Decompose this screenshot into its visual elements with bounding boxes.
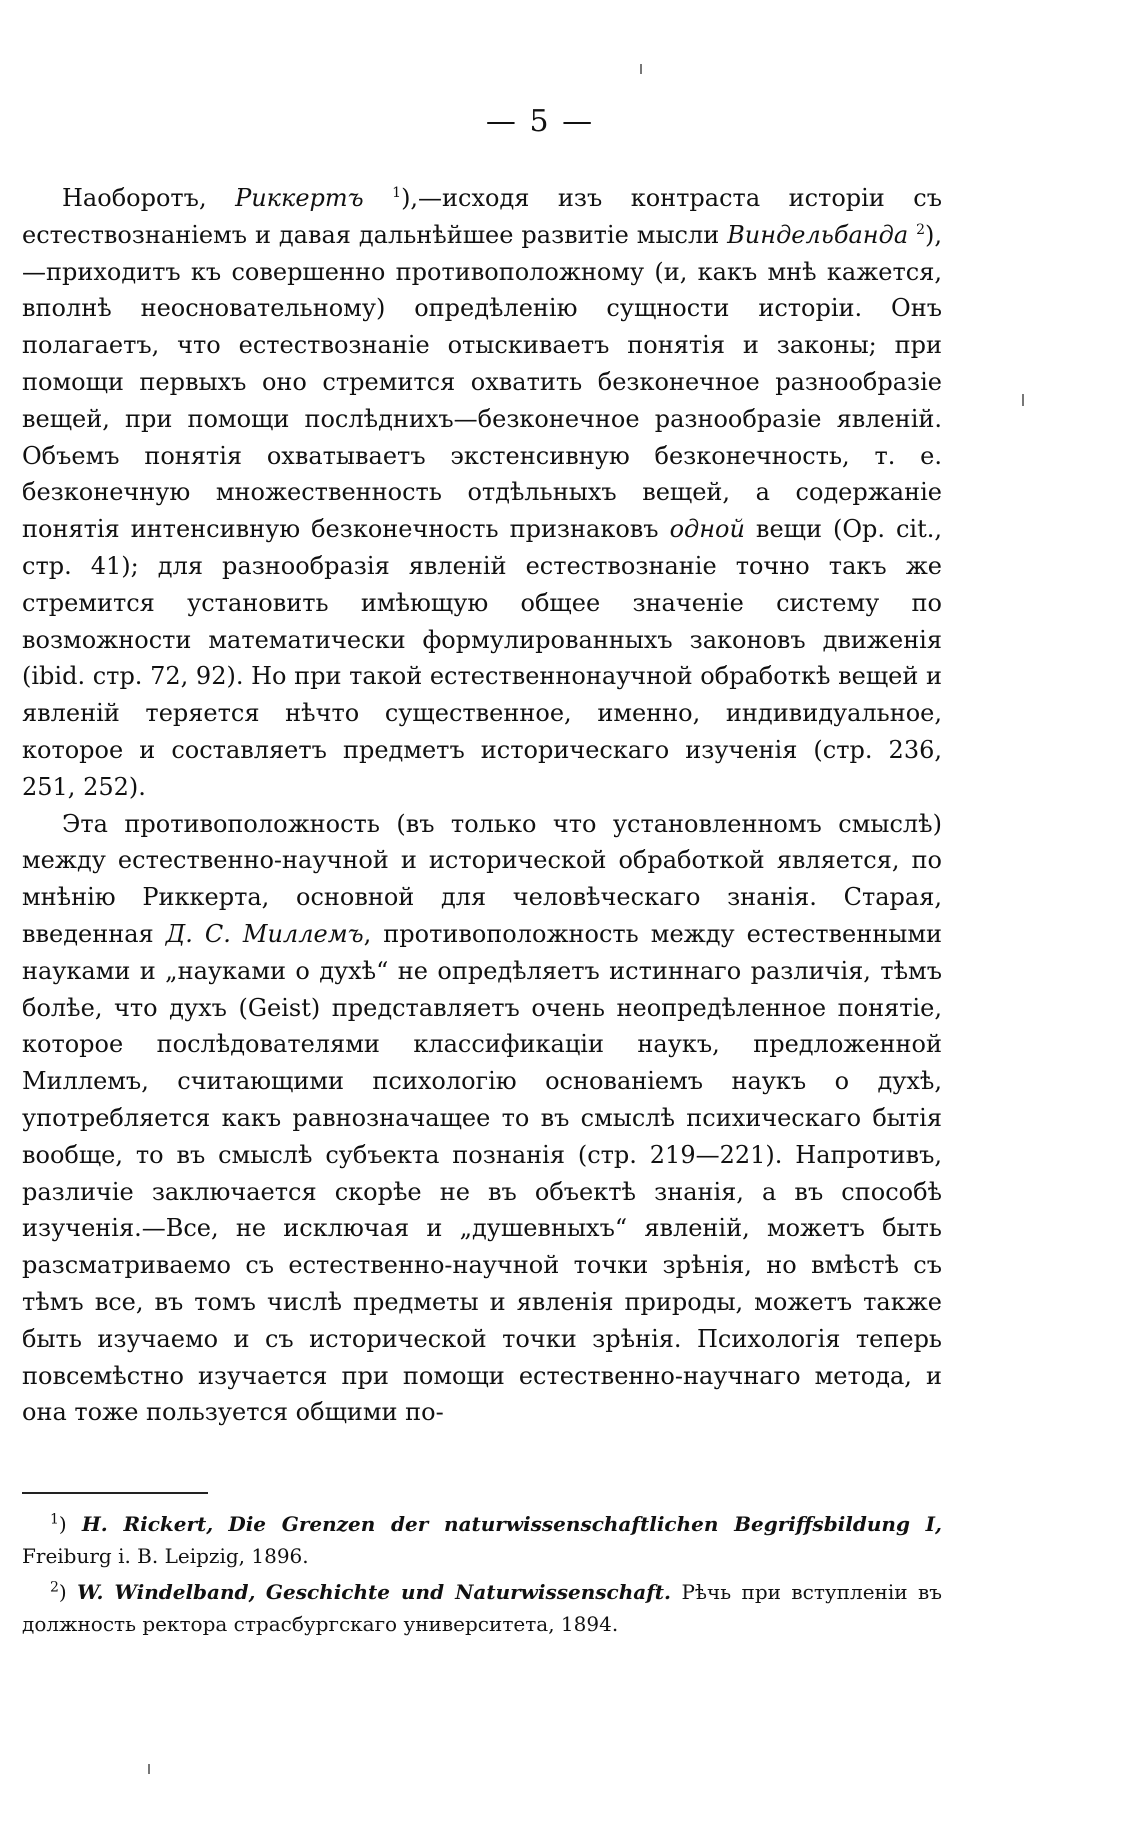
scan-speck (640, 64, 642, 74)
paragraph-1 (22, 180, 942, 806)
p1-name-rickert: Риккертъ (235, 184, 364, 212)
footnote-1-title: Die Grenzen der naturwissenschaftlichen Begriffsbildung I, (228, 1512, 942, 1536)
p1-text-1: Наоборотъ, (62, 184, 236, 212)
p1-text-3: ),—приходитъ къ совершенно противоположному (и, какъ мнѣ кажется, вполнѣ неосновательному) опредѣленію сущности исторіи. Онъ полагаетъ, что естествознаніе отыскиваетъ понятія и законы; при помощи первыхъ оно стремится охватить безконечное разнообразіе вещей, при помощи послѣднихъ—безконечное разнообразіе явленій. Объемъ понятія охватываетъ экстенсивную безконечность, т. е. безконечную множественность отдѣльныхъ вещей, а содержаніе понятія интенсивную безконечность признаковъ (22, 220, 942, 544)
p2-name-mill: Д. С. Миллемъ (165, 919, 364, 948)
footnote-2-author: W. Windelband, (77, 1580, 256, 1604)
footnote-1-author: H. Rickert, (81, 1512, 214, 1536)
footnote-1-rest: Freiburg i. B. Leipzig, 1896. (22, 1544, 309, 1568)
paragraph-2 (22, 806, 942, 1432)
footnote-ref-1: 1 (392, 185, 402, 201)
footnote-divider (22, 1492, 208, 1494)
footnotes (22, 1508, 942, 1644)
scan-speck (148, 1764, 150, 1774)
p1-name-windelband: Виндельбанда (727, 220, 909, 249)
footnote-1: $^1$) H. Rickert, Die Grenzen der naturwissenschaftlichen Begriffsbildung I, Freiburg i. B. Leipzig, 1896. (22, 1511, 942, 1568)
footnote-2: $^2$) W. Windelband, Geschichte und Naturwissenschaft. Рѣчь при вступленіи въ должность ректора страсбургскаго университета, 1894. (22, 1579, 943, 1636)
page-number: — 5 — (485, 104, 595, 139)
p1-text-2: ),—исходя изъ контраста исторіи съ естествознаніемъ и давая дальнѣйшее развитіе мысли (22, 184, 942, 249)
p2-text-2: , противоположность между естественными науками и „науками о духѣ“ не опредѣляетъ истиннаго различія, тѣмъ болѣе, что духъ (Geist) представляетъ очень неопредѣленное понятіе, которое послѣдователями классификаціи наукъ, предложенной Миллемъ, считающими психологію основаніемъ наукъ о духѣ, употребляется какъ равнозначащее то въ смыслѣ психическаго бытія вообще, то въ смыслѣ субъекта познанія (стр. 219—221). Напротивъ, различіе заключается скорѣе не въ объектѣ знанія, а въ способѣ изученія.—Все, не исключая и „душевныхъ“ явленій, можетъ быть разсматриваемо съ естественно-научной точки зрѣнія, но вмѣстѣ съ тѣмъ все, въ томъ числѣ предметы и явленія природы, можетъ также быть изучаемо и съ исторической точки зрѣнія. Психологія теперь повсемѣстно изучается при помощи естественно-научнаго метода, и она тоже пользуется общими по- (22, 919, 942, 1427)
p1-italic-one: одной (669, 515, 745, 544)
footnote-2-rest: Рѣчь при вступленіи въ должность ректора страсбургскаго университета, 1894. (22, 1580, 943, 1636)
p2-text-1: Эта противоположность (въ только что установленномъ смыслѣ) между естественно-научной и исторической обработкой является, по мнѣнію Риккерта, основной для человѣческаго знанія. Старая, введенная (22, 809, 942, 948)
footnote-2-title: Geschichte und Naturwissenschaft. (265, 1580, 672, 1604)
footnote-2-marker: 2 (50, 1579, 59, 1596)
footnote-1-marker: 1 (50, 1511, 59, 1528)
main-text (22, 180, 942, 1431)
scan-speck (1022, 394, 1024, 406)
p1-text-4: вещи (Op. cit., стр. 41); для разнообразія явленій естествознаніе точно такъ же стремится установить имѣющую общее значеніе систему по возможности математически формулированныхъ законовъ движенія (ibid. стр. 72, 92). Но при такой естественнонаучной обработкѣ вещей и явленій теряется нѣчто существенное, именно, индивидуальное, которое и составляетъ предметъ историческаго изученія (стр. 236, 251, 252). (22, 515, 942, 801)
footnote-ref-2: 2 (916, 221, 925, 238)
